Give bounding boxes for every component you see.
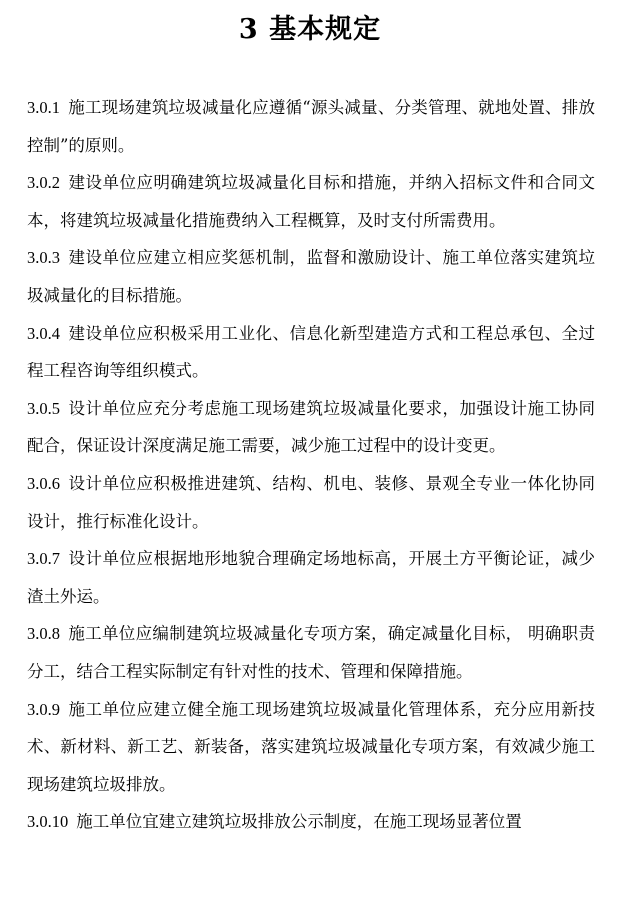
clause <box>27 89 595 164</box>
clause <box>27 540 595 615</box>
clause-number: 3.0.2 <box>27 173 60 193</box>
clause-number: 3.0.10 <box>27 812 69 832</box>
clause-number: 3.0.3 <box>27 248 60 268</box>
clause-number: 3.0.4 <box>27 323 60 343</box>
clause <box>27 164 595 239</box>
clause-number: 3.0.1 <box>27 98 60 117</box>
clause <box>27 615 595 690</box>
clause <box>27 390 595 465</box>
clause <box>27 691 595 804</box>
clause-text: 施工现场建筑垃圾减量化应遵循“源头减量、分类管理、就地处置、排放控制”的原则。 <box>27 98 595 155</box>
clause-text: 施工单位应编制建筑垃圾减量化专项方案，确定减量化目标， 明确职责分工，结合工程实际制定有针对性的技术、管理和保障措施。 <box>27 624 595 681</box>
clause-number: 3.0.9 <box>27 699 60 719</box>
clause <box>27 315 595 390</box>
clause-text: 建设单位应建立相应奖惩机制，监督和激励设计、施工单位落实建筑垃圾减量化的目标措施。 <box>27 248 595 305</box>
clause-number: 3.0.7 <box>27 549 60 569</box>
chapter-title: 3 基本规定 <box>238 14 382 45</box>
clause-list <box>27 89 595 841</box>
clause-text: 建设单位应明确建筑垃圾减量化目标和措施，并纳入招标文件和合同文本，将建筑垃圾减量化措施费纳入工程概算，及时支付所需费用。 <box>27 173 595 230</box>
clause-text: 设计单位应根据地形地貌合理确定场地标高，开展土方平衡论证，减少渣土外运。 <box>27 549 595 606</box>
clause-text: 建设单位应积极采用工业化、信息化新型建造方式和工程总承包、全过程工程咨询等组织模式。 <box>27 323 595 381</box>
clause-text: 施工单位宜建立建筑垃圾排放公示制度，在施工现场显著位置 <box>76 812 522 832</box>
clause-text: 施工单位应建立健全施工现场建筑垃圾减量化管理体系，充分应用新技术、新材料、新工艺、新装备，落实建筑垃圾减量化专项方案，有效减少施工现场建筑垃圾排放。 <box>27 699 595 794</box>
clause-text: 设计单位应充分考虑施工现场建筑垃圾减量化要求，加强设计施工协同配合，保证设计深度满足施工需要，减少施工过程中的设计变更。 <box>27 398 595 456</box>
clause-number: 3.0.5 <box>27 398 60 418</box>
clause <box>27 465 595 540</box>
clause-number: 3.0.8 <box>27 624 60 644</box>
clause <box>27 803 595 841</box>
clause-text: 设计单位应积极推进建筑、结构、机电、装修、景观全专业一体化协同设计，推行标准化设计。 <box>27 473 595 531</box>
clause-number: 3.0.6 <box>27 473 60 493</box>
clause <box>27 239 595 314</box>
